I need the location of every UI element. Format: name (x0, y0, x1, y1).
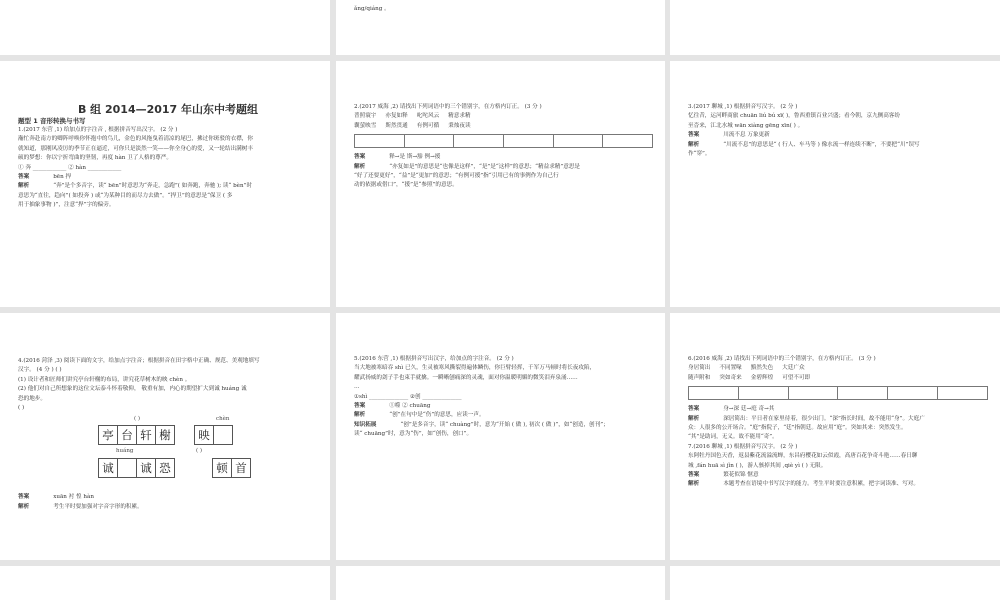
page-thumb-q3[interactable] (670, 61, 1000, 307)
analysis-line: “奔”是个多音字，读“ bēn”时意思为“奔走，急跑”( 如奔跑，奔驰 ); 读“ bèn”时 (53, 183, 253, 190)
correction-boxes (688, 386, 988, 400)
knowledge-line: “创”是多音字，读“ chuàng”时，意为“开始 ( 做 ), 初次 ( 做 )”，如“创造，创刊”； (400, 421, 609, 428)
answer-text: xuān 衬 惶 hàn (53, 494, 94, 501)
analysis-line: 众：人很多的公开场合。“庭”指院子，“廷”指朝廷。故应用“庭”。突如其来：突然发生。 (688, 425, 907, 432)
analysis-text: 考生平时要加强对字音字形的积累。 (53, 503, 143, 510)
question-text-cont: 汉字。 (4 分 ) ( ) (18, 367, 62, 374)
grid-cell: 榭 (156, 426, 174, 444)
grid-cell[interactable] (214, 426, 232, 444)
analysis-line: 作“穿”。 (688, 151, 711, 158)
analysis-line: 深居简出：平日者在家里待着，很少出门。“深”指长时间，故不能用“身”。大庭广 (723, 415, 925, 422)
group-title: B 组 2014—2017 年山东中考题组 (77, 103, 259, 116)
analysis-text: “创”在句中是“伤”的意思，应读一声。 (389, 412, 485, 419)
option-word: 突如奇来 (719, 374, 742, 381)
passage-line: 就知道，那刚风凌厉的季节正在逼近，可你只是淡然一笑——你全身心的爱，又一轮结出满树丰 (18, 145, 253, 152)
page-thumb-top-left[interactable] (0, 0, 330, 55)
options-row (354, 112, 653, 121)
page-thumb-bottom-right[interactable] (670, 566, 1000, 600)
option-word: 囊萤映雪 (354, 122, 377, 129)
page-thumb-bottom-left[interactable] (0, 566, 330, 600)
page-thumb-top-right[interactable] (670, 0, 1000, 55)
question-text: 4.(2016 菏泽 ,3) 阅读下面的文字，给加点字注音；根据拼音在田字格中正确、规范、美观地填写 (18, 358, 260, 364)
answer-text: 释→是 斯→豁 例→援 (389, 154, 441, 161)
section-title: 题型 1 音形转换与书写 (18, 117, 86, 125)
analysis-label: 解析 (354, 412, 366, 419)
grid-word (212, 458, 251, 478)
answer-label: 答案 (688, 472, 700, 479)
analysis-line: “川流不息”的意思是“ ( 行人、车马等 ) 像水流一样连续不断”，不要把“川”误写 (723, 141, 920, 148)
item-line: 恐的地步。 (18, 395, 46, 402)
analysis-line: “其”是助词，无义。故不能用“奇”。 (688, 434, 778, 441)
knowledge-label: 知识拓展 (354, 421, 377, 428)
passage-line: 当大地被寒暗吞 shì 已久，生灵被寒风撕裂得遍体鳞伤，你巨臂轻挥，千军万马顿时将长夜攻陷， (354, 365, 596, 372)
passage-line: 城 ,fán huā sì jǐn ( )，游人骇掉其间 ,qiè yì ( ) 无限。 (688, 462, 827, 469)
question-text: 5.(2016 东营 ,1) 根据拼音写出汉字，给加点的字注音。 (2 分 ) (354, 356, 514, 362)
answer-text: 川流不息 万象更新 (723, 132, 770, 139)
option-word: 有例可循 (416, 122, 440, 129)
page-fragment-text: ǎng/qiáng 。 (354, 6, 390, 12)
analysis-line: 动的依据或借口”，“援”是“参照”的意思。 (354, 182, 458, 189)
item-blank: ( ) (18, 405, 25, 412)
answer-label: 答案 (18, 494, 30, 501)
option-word: 斯然贯通 (385, 122, 408, 129)
page-thumb-q1[interactable] (0, 61, 330, 307)
question-text: 1.(2017 东营 ,1) 给加点的字注音 , 根据拼音写出汉字。 (2 分 ) (18, 127, 178, 133)
page-thumb-bottom-middle[interactable] (336, 566, 665, 600)
question-text: 6.(2016 威海 ,2) 请找出下列词语中的三个错别字，在方格内订正。 (3 分 ) (688, 356, 876, 362)
grid-tag: ( ) (196, 448, 203, 455)
tianzige-grid (18, 415, 318, 493)
option-word: 大廷广众 (782, 365, 805, 372)
page-thumb-q2[interactable] (336, 61, 665, 307)
knowledge-line: 读“ chuāng”时，意为“伤”，如“创伤，创口”。 (354, 431, 473, 438)
question-text: 7.(2016 聊城 ,1) 根据拼音写汉字。 (2 分 ) (688, 443, 798, 450)
option-word: 身居简出 (688, 365, 711, 372)
passage-line: 东阿牡丹国色天香，返县紫花流溢流蝉，东昌府樱花如云似霞，高唐百花争奇斗艳……春日聊 (688, 453, 918, 460)
passage-line: 至沓来，江北水城 wān xiàng gēng xīn( ) 。 (688, 122, 804, 129)
grid-cell: 恐 (156, 459, 174, 477)
options-row (688, 364, 988, 373)
answer-label: 答案 (688, 132, 700, 139)
grid-tag: huáng (116, 448, 134, 455)
answer-blanks: ① 奔 ____________ ② hàn ____________ (18, 164, 122, 171)
grid-cell: 亭 (99, 426, 118, 444)
passage-line: … (354, 384, 360, 391)
grid-cell: 轩 (137, 426, 156, 444)
grid-tag: chèn (216, 416, 230, 423)
answer-text: 身→深 廷→庭 奇→其 (723, 406, 775, 413)
question-text: 2.(2017 威海 ,2) 请找出下列词语中的三个错别字，在方格内订正。 (3 分 ) (354, 104, 542, 110)
page-thumb-top-middle[interactable] (336, 0, 665, 55)
option-word: 亦复如释 (385, 113, 408, 120)
analysis-line: 用于抽象事物 )”，注意“捍”字的偏旁。 (18, 202, 115, 209)
page-thumb-q4[interactable] (0, 313, 330, 560)
analysis-label: 解析 (354, 163, 366, 170)
option-word: 黯然失色 (750, 365, 774, 372)
grid-cell[interactable] (118, 459, 137, 477)
analysis-label: 解析 (688, 415, 700, 422)
option-word: 随声附和 (688, 374, 711, 381)
analysis-line: “好了还要更好”，“益”是“更加”的意思；“有例可援”指“引用已有的事例作为自己行 (354, 173, 559, 180)
answer-blanks: ①shì ______________ ②创 ______________ (354, 393, 462, 400)
grid-cell: 首 (232, 459, 250, 477)
option-word: 金碧辉煌 (750, 374, 774, 381)
answer-text: ①噬 ② chuāng (389, 403, 431, 410)
grid-cell: 诚 (99, 459, 118, 477)
analysis-line: “亦复如是”的意思是“也像是这样”，“是”是“这样”的意思；“精益求精”意思是 (389, 163, 581, 170)
option-word: 秉烛夜读 (448, 122, 471, 129)
answer-text: 繁花似锦 惬意 (723, 472, 759, 479)
analysis-label: 解析 (688, 481, 700, 488)
question-text: 3.(2017 聊城 ,1) 根据拼音写汉字。 (2 分 ) (688, 104, 798, 110)
answer-text: bēn 捍 (53, 174, 72, 181)
option-word: 精意求精 (448, 113, 471, 120)
analysis-text: 本题考查在语境中书写汉字的能力。考生平时要注意积累，把字词读准、写对。 (723, 481, 919, 488)
item-line: (1) 设计者和匠师们讲究亭台轩榭的布局，讲究花草树木的映 chèn 。 (18, 376, 191, 383)
option-word: 普照寰宇 (354, 113, 377, 120)
answer-label: 答案 (18, 174, 30, 181)
options-row (354, 122, 653, 131)
analysis-line: 意思为“直往，趋向”( 如投奔 ) 或“为某种目的而尽力去做”。“捍卫”的意思是“保卫 ( 多 (18, 192, 233, 199)
page-thumb-q5[interactable] (336, 313, 665, 560)
answer-label: 答案 (354, 154, 366, 161)
item-line: (2) 他们对自己所想象的这位文坛泰斗怀着敬仰， 敬重有加，内心的期望扩大到诚 huáng 诚 (18, 386, 247, 393)
passage-line: 瀚忙奔赴南方的卿阵呼唤你怀抱中的鸟儿，金色的风拖曳着清凉的尾巴，拂过你斑驳的衣襟，你 (18, 136, 253, 143)
grid-word (98, 458, 175, 478)
passage-line: 硕的梦想：你以宁折弯曲的坚韧，再度 hàn 卫了人格的尊严。 (18, 155, 172, 162)
analysis-label: 解析 (688, 141, 700, 148)
answer-label: 答案 (688, 406, 700, 413)
option-word: 叱咤风云 (416, 113, 440, 120)
answer-label: 答案 (354, 403, 366, 410)
grid-cell: 诚 (137, 459, 156, 477)
passage-line: 耀武扬威的刽子手也束手就擒。一瞬晰刨痛深的灵魂，面对你温暖明媚的微笑泪弃泉涌…… (354, 374, 578, 381)
passage-line: 忆往昔，运河畔商旅 chuān liú bú xī( )，鲁西重镇百业兴盛；看今朝，京九侧高客纷 (688, 113, 901, 120)
analysis-label: 解析 (18, 183, 30, 190)
grid-tag: ( ) (134, 416, 141, 423)
analysis-label: 解析 (18, 503, 30, 510)
page-thumb-q6-q7[interactable] (670, 313, 1000, 560)
correction-boxes (354, 134, 653, 148)
grid-word (194, 425, 233, 445)
grid-cell: 顿 (213, 459, 232, 477)
grid-cell: 台 (118, 426, 137, 444)
option-word: 不同置喙 (719, 365, 742, 372)
grid-word (98, 425, 175, 445)
options-row (688, 374, 988, 383)
grid-cell: 映 (195, 426, 214, 444)
option-word: 可望不可即 (782, 374, 811, 381)
